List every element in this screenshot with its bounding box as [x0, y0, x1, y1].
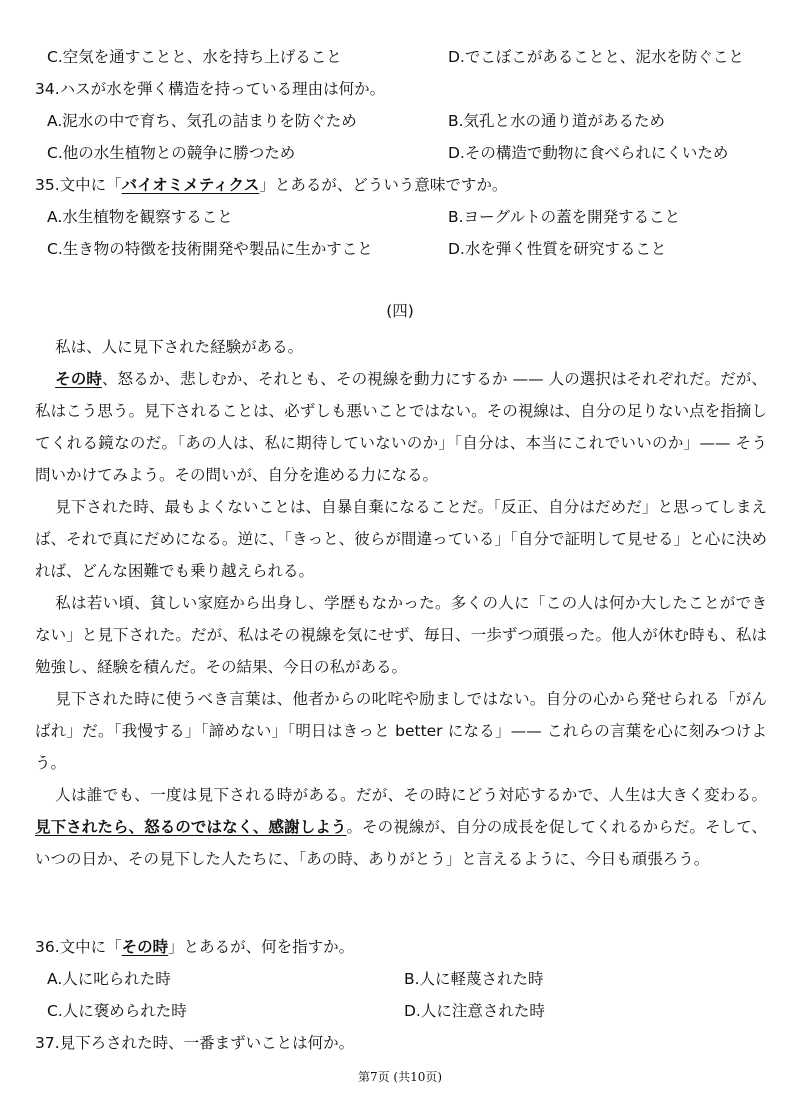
q35-option-a: A.水生植物を観察すること	[47, 208, 233, 226]
q33-option-c: C.空気を通すことと、水を持ち上げること	[47, 48, 342, 66]
passage-term-sono-toki: その時	[55, 370, 102, 388]
q34-option-a: A.泥水の中で育ち、気孔の詰まりを防ぐため	[47, 112, 357, 130]
q36-option-d: D.人に注意された時	[404, 1002, 545, 1020]
q36-question-pre: 36.文中に「	[35, 938, 122, 956]
q36-option-b: B.人に軽蔑された時	[404, 970, 544, 988]
q34-option-d: D.その構造で動物に食べられにくいため	[448, 144, 729, 162]
passage-paragraph-5: 見下された時に使うべき言葉は、他者からの叱咤や励ましではない。自分の心から発せられる「がんばれ」だ。「我慢する」「諦めない」「明日はきっと better になる」—— これらの言葉を心に刻みつけよう。	[35, 690, 767, 772]
passage-paragraph-1: 私は、人に見下された経験がある。	[55, 338, 304, 356]
q33-option-d: D.でこぼこがあることと、泥水を防ぐこと	[448, 48, 744, 66]
q36-option-c: C.人に褒められた時	[47, 1002, 187, 1020]
q36-question-post: 」とあるが、何を指すか。	[168, 938, 355, 956]
passage-paragraph-6-post: 。その視線が、自分の成長を促してくれるからだ。そして、いつの日か、その見下した人たちに、「あの時、ありがとう」と言えるように、今日も頑張ろう。	[35, 818, 767, 868]
section-title: (四)	[386, 302, 414, 320]
passage-paragraph-2	[35, 363, 767, 491]
q35-option-d: D.水を弾く性質を研究すること	[448, 240, 667, 258]
q36-option-a: A.人に叱られた時	[47, 970, 171, 988]
passage-paragraph-6-pre: 人は誰でも、一度は見下される時がある。だが、その時にどう対応するかで、人生は大きく変わる。	[55, 786, 767, 804]
q37-question: 37.見下ろされた時、一番まずいことは何か。	[35, 1034, 355, 1052]
q36-question	[35, 936, 354, 958]
passage-term-kansha: 見下されたら、怒るのではなく、感謝しよう	[35, 818, 347, 836]
q35-term: バイオミメティクス	[121, 176, 260, 194]
page-footer: 第7页 (共10页)	[357, 1070, 443, 1084]
passage-paragraph-6	[35, 779, 767, 875]
q35-question	[35, 174, 507, 196]
q35-question-pre: 35.文中に「	[35, 176, 122, 194]
q34-question: 34.ハスが水を弾く構造を持っている理由は何か。	[35, 80, 386, 98]
q35-option-c: C.生き物の特徴を技術開発や製品に生かすこと	[47, 240, 373, 258]
q34-option-c: C.他の水生植物との競争に勝つため	[47, 144, 296, 162]
q35-option-b: B.ヨーグルトの蓋を開発すること	[448, 208, 681, 226]
q34-option-b: B.気孔と水の通り道があるため	[448, 112, 666, 130]
passage-paragraph-2-text: 、怒るか、悲しむか、それとも、その視線を動力にするか —— 人の選択はそれぞれだ。だが、私はこう思う。見下されることは、必ずしも悪いことではない。その視線は、自分の足りない点を指摘してくれる鏡なのだ。「あの人は、私に期待していないのか」「自分は、本当にこれでいいのか」—— そう問いかけてみよう。その問いが、自分を進める力になる。	[35, 370, 767, 484]
passage-paragraph-4: 私は若い頃、貧しい家庭から出身し、学歴もなかった。多くの人に「この人は何か大したことができない」と見下された。だが、私はその視線を気にせず、毎日、一歩ずつ頑張った。他人が休む時も、私は勉強し、経験を積んだ。その結果、今日の私がある。	[35, 594, 767, 676]
q36-term: その時	[121, 938, 169, 956]
passage-paragraph-3: 見下された時、最もよくないことは、自暴自棄になることだ。「反正、自分はだめだ」と思ってしまえば、それで真にだめになる。逆に、「きっと、彼らが間違っている」「自分で証明して見せる」と心に決めれば、どんな困難でも乗り越えられる。	[35, 498, 767, 580]
q35-question-post: 」とあるが、どういう意味ですか。	[259, 176, 508, 194]
